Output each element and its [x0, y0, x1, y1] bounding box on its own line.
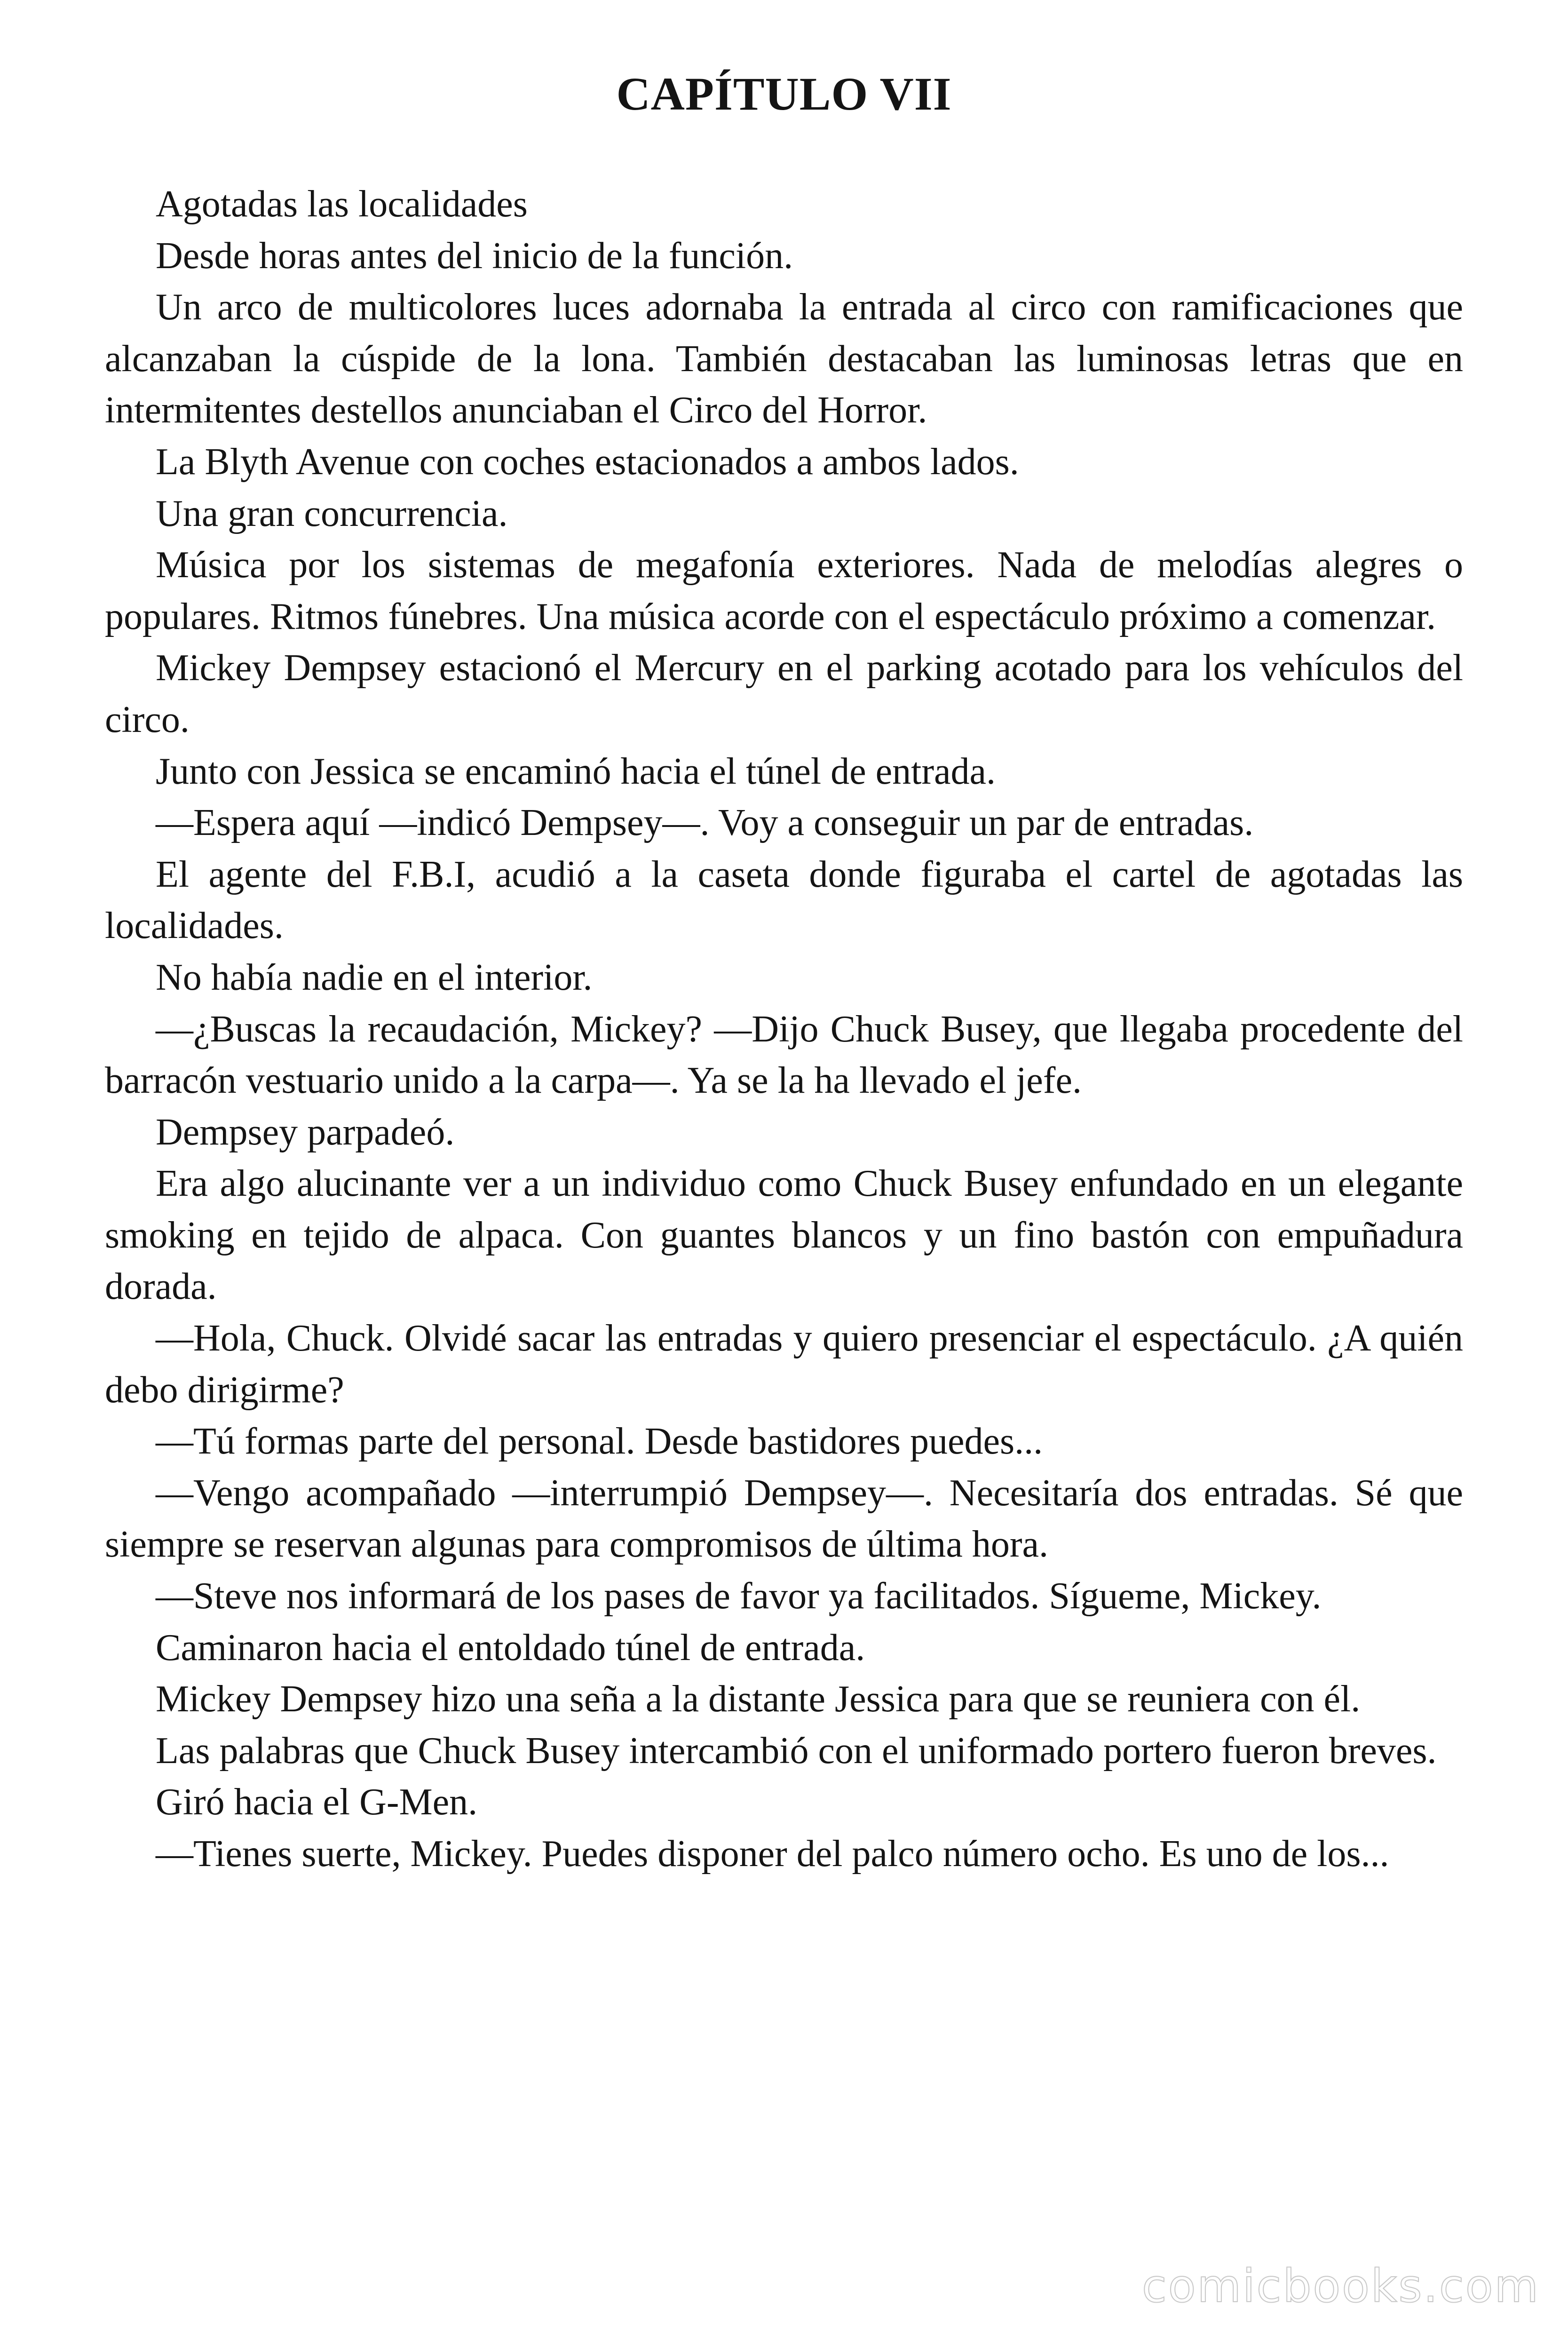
paragraph: Desde horas antes del inicio de la función. [156, 235, 793, 277]
paragraph: Las palabras que Chuck Busey intercambió con el uniformado portero fueron breves. [156, 1730, 1437, 1772]
paragraph: La Blyth Avenue con coches estacionados a ambos lados. [156, 441, 1019, 483]
chapter-body [105, 179, 1463, 1880]
paragraph: Una gran concurrencia. [156, 493, 508, 534]
paragraph: Caminaron hacia el entoldado túnel de entrada. [156, 1627, 865, 1669]
paragraph: Mickey Dempsey hizo una seña a la distante Jessica para que se reuniera con él. [156, 1678, 1361, 1720]
paragraph: —Espera aquí —indicó Dempsey—. Voy a conseguir un par de entradas. [156, 802, 1254, 844]
paragraph: Un arco de multicolores luces adornaba la entrada al circo con ramificaciones que alcanzaban la cúspide de la lona. También destacaban las luminosas letras que en intermitentes destellos anunciaban el Circo del Horror. [105, 286, 1463, 431]
paragraph: El agente del F.B.I, acudió a la caseta donde figuraba el cartel de agotadas las localidades. [105, 853, 1463, 947]
paragraph: Dempsey parpadeó. [156, 1111, 455, 1153]
paragraph: No había nadie en el interior. [156, 956, 593, 998]
paragraph: Mickey Dempsey estacionó el Mercury en el parking acotado para los vehículos del circo. [105, 647, 1463, 740]
paragraph: —Vengo acompañado —interrumpió Dempsey—. Necesitaría dos entradas. Sé que siempre se reservan algunas para compromisos de última hora. [105, 1472, 1463, 1565]
paragraph: —Tienes suerte, Mickey. Puedes disponer del palco número ocho. Es uno de los... [156, 1833, 1389, 1875]
paragraph: —Tú formas parte del personal. Desde bastidores puedes... [156, 1421, 1043, 1462]
paragraph: Junto con Jessica se encaminó hacia el túnel de entrada. [156, 750, 996, 792]
paragraph: Giró hacia el G-Men. [156, 1781, 478, 1823]
paragraph: Agotadas las localidades [156, 183, 528, 225]
chapter-title: CAPÍTULO VII [616, 68, 952, 120]
paragraph: —¿Buscas la recaudación, Mickey? —Dijo Chuck Busey, que llegaba procedente del barracón vestuario unido a la carpa—. Ya se la ha llevado el jefe. [105, 1008, 1463, 1102]
paragraph: —Hola, Chuck. Olvidé sacar las entradas y quiero presenciar el espectáculo. ¿A quién debo dirigirme? [105, 1318, 1463, 1411]
paragraph: Era algo alucinante ver a un individuo como Chuck Busey enfundado en un elegante smoking en tejido de alpaca. Con guantes blancos y un fino bastón con empuñadura dorada. [105, 1163, 1463, 1308]
watermark: comicbooks.com [1141, 2260, 1540, 2312]
paragraph: —Steve nos informará de los pases de favor ya facilitados. Sígueme, Mickey. [156, 1575, 1322, 1617]
paragraph: Música por los sistemas de megafonía exteriores. Nada de melodías alegres o populares. Ritmos fúnebres. Una música acorde con el espectáculo próximo a comenzar. [105, 544, 1463, 637]
